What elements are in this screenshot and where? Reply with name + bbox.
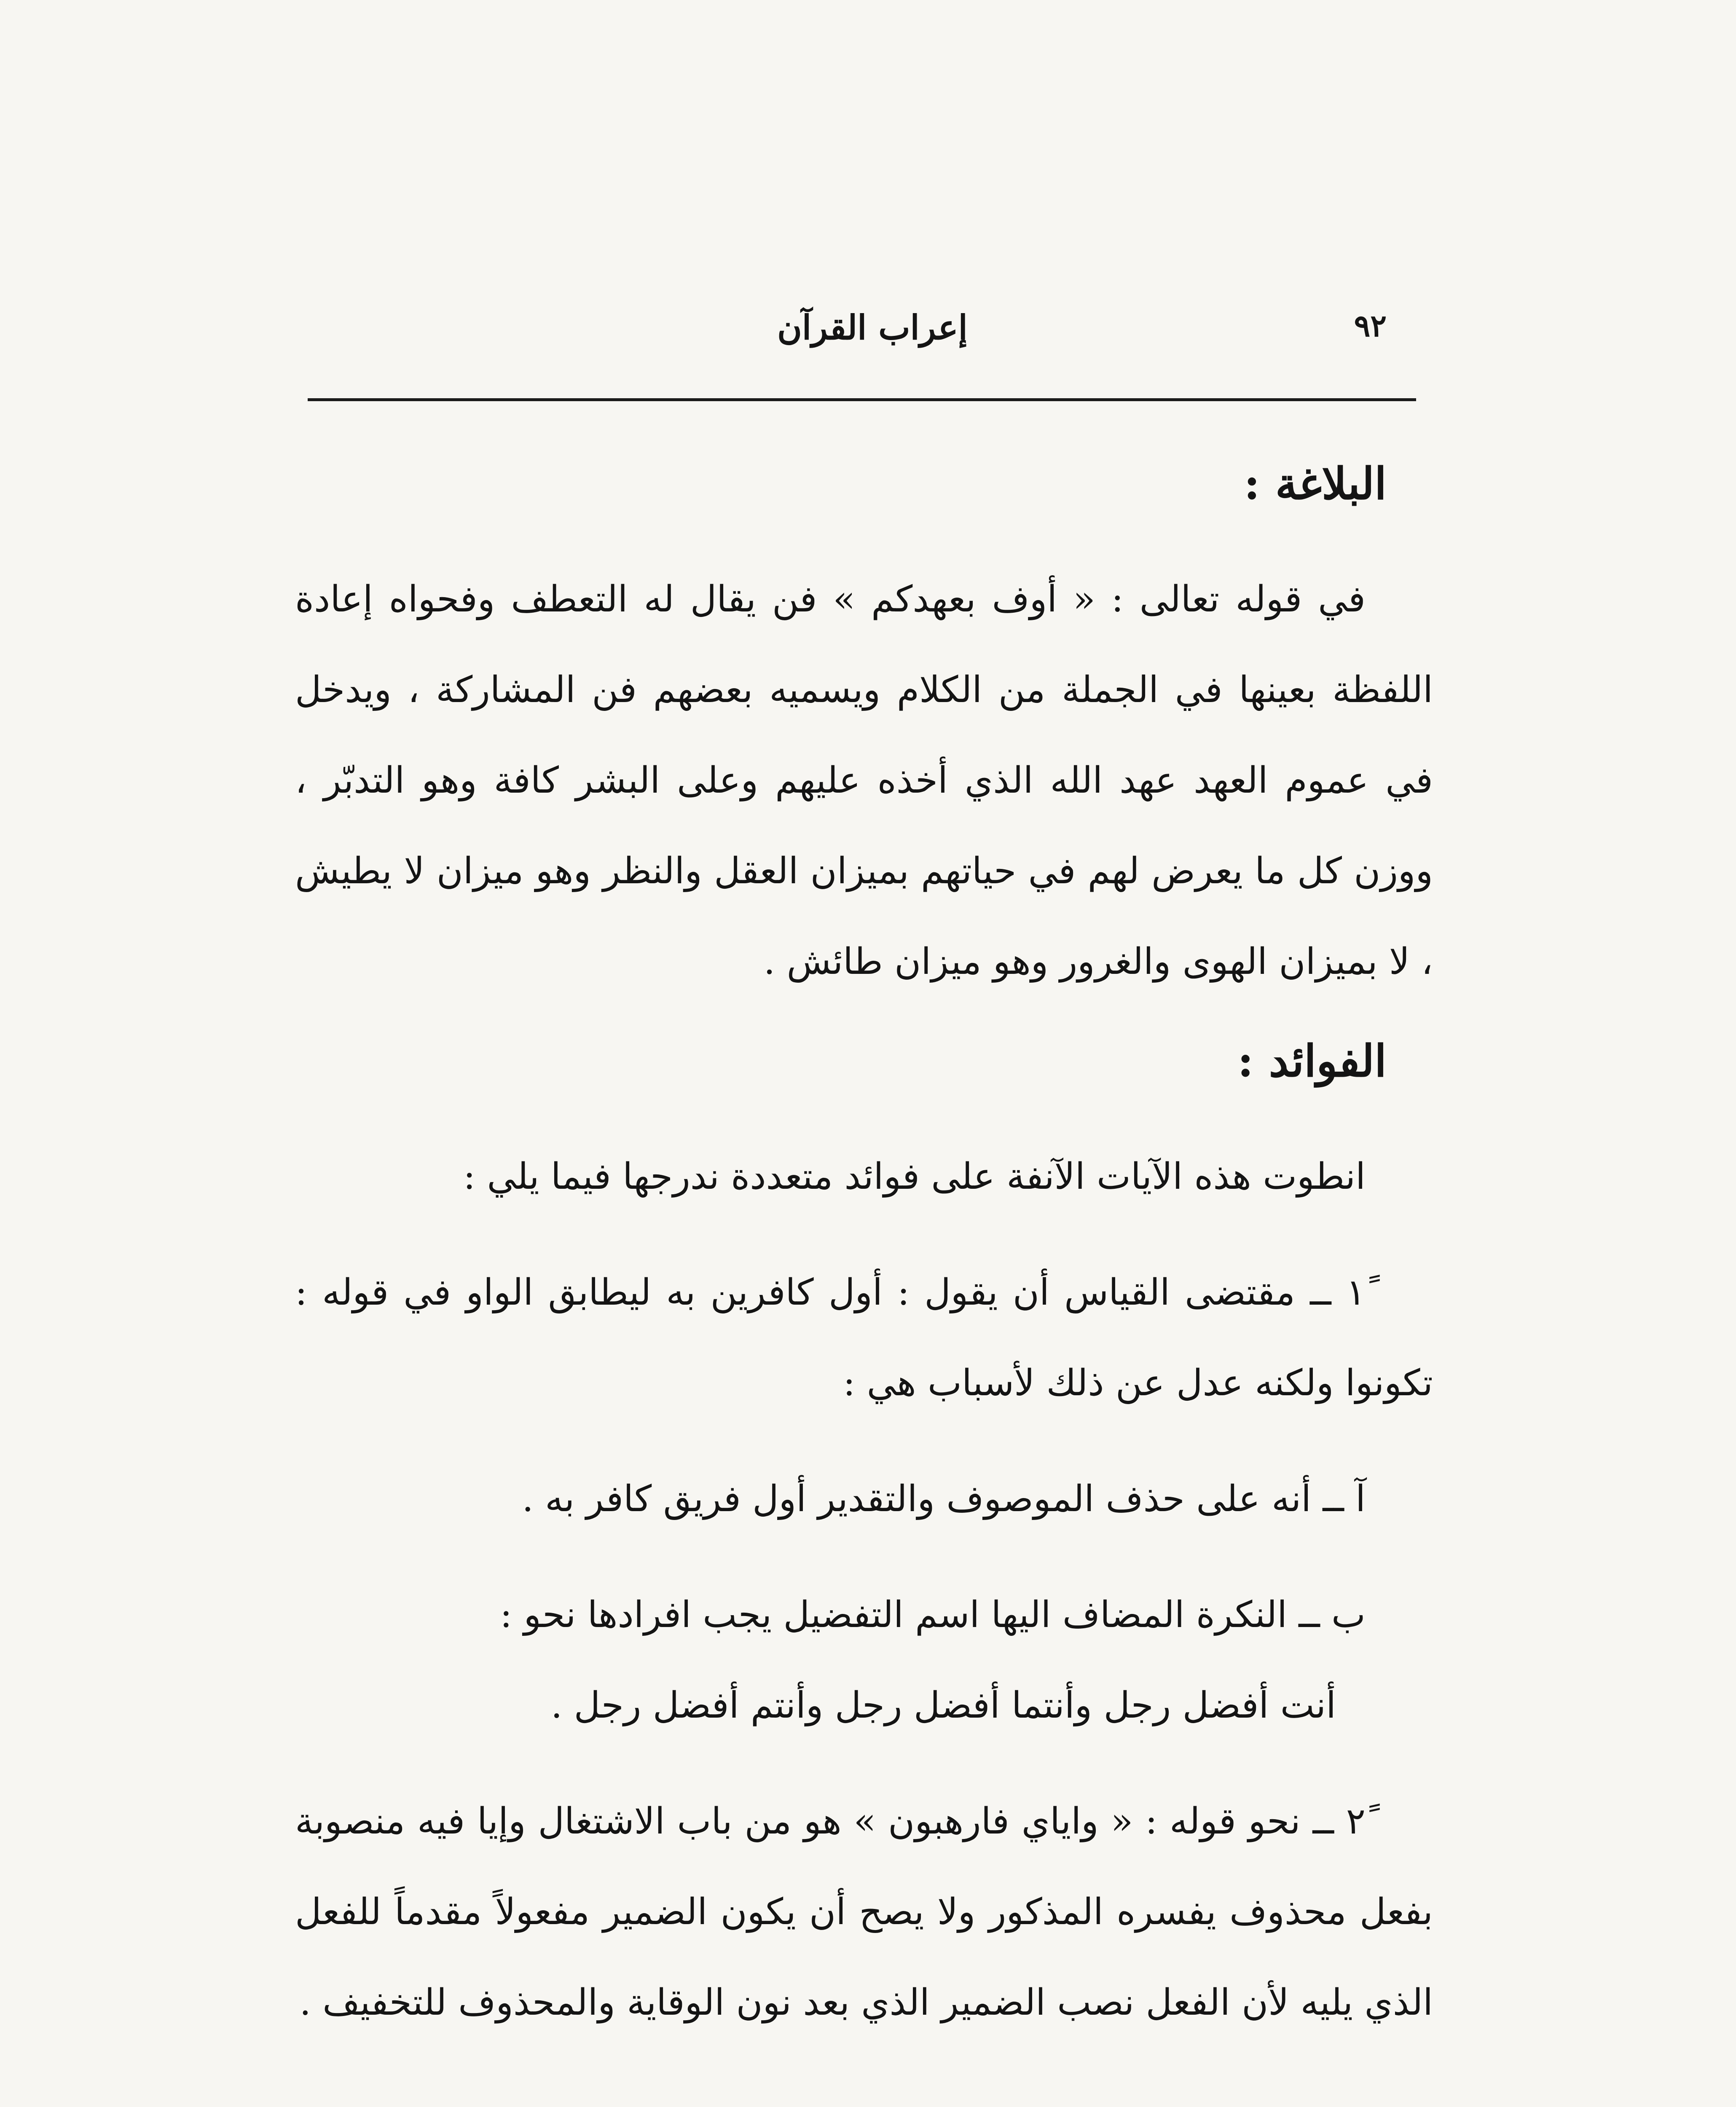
fawaid-item-1a: آ ــ أنه على حذف الموصوف والتقدير أول فريق كافر به . <box>522 1478 1366 1520</box>
section-heading-balagha: البلاغة : <box>1244 458 1387 509</box>
balagha-paragraph: في قوله تعالى : « أوف بعهدكم » فن يقال له التعطف وفحواه إعادة اللفظة بعينها في الجملة من الكلام ويسميه بعضهم فن المشاركة ، ويدخل في عموم العهد عهد الله الذي أخذه عليهم وعلى البشر كافة وهو التدبّر ، ووزن كل ما يعرض لهم في حياتهم بميزان العقل والنظر وهو ميزان لا يطيش ، لا بميزان الهوى والغرور وهو ميزان طائش . <box>295 578 1433 983</box>
page-number: ٩٢ <box>1354 308 1387 343</box>
fawaid-item-1b-example: أنت أفضل رجل وأنتما أفضل رجل وأنتم أفضل رجل . <box>550 1684 1336 1727</box>
page-header <box>303 295 1420 362</box>
header-rule <box>308 398 1416 401</box>
page-body <box>295 426 1433 2048</box>
fawaid-intro: انطوت هذه الآيات الآنفة على فوائد متعددة ندرجها فيما يلي : <box>463 1155 1366 1198</box>
section-heading-fawaid: الفوائد : <box>1237 1035 1387 1087</box>
fawaid-item-1: ١ً ــ مقتضى القياس أن يقول : أول كافرين به ليطابق الواو في قوله : تكونوا ولكنه عدل عن ذلك لأسباب هي : <box>295 1271 1433 1405</box>
fawaid-item-2: ٢ً ــ نحو قوله : « واياي فارهبون » هو من باب الاشتغال وإيا فيه منصوبة بفعل محذوف يفسره المذكور ولا يصح أن يكون الضمير مفعولاً مقدماً للفعل الذي يليه لأن الفعل نصب الضمير الذي بعد نون الوقاية والمحذوف للتخفيف . <box>295 1800 1433 2024</box>
fawaid-item-1b: ب ــ النكرة المضاف اليها اسم التفضيل يجب افرادها نحو : <box>500 1594 1366 1636</box>
running-title: إعراب القرآن <box>777 308 968 347</box>
